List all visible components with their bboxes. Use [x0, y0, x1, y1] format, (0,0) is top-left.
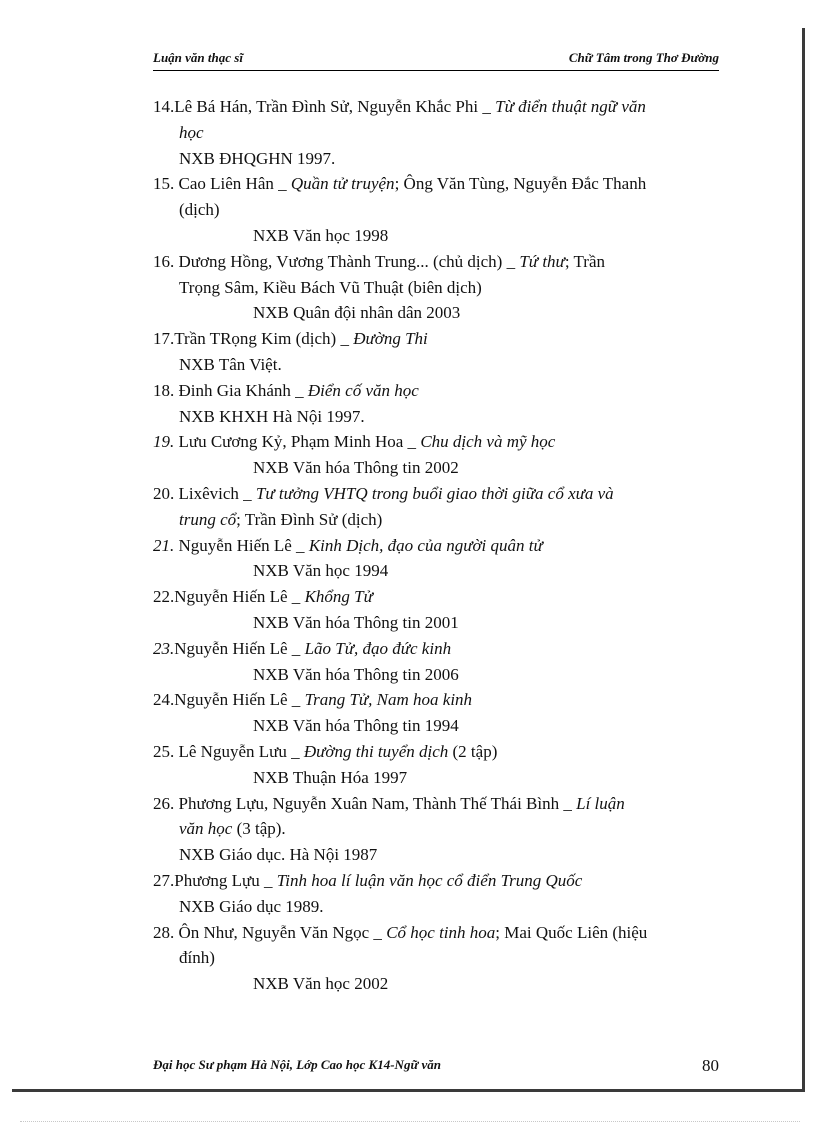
entry-authors: Lưu Cương Kỷ, Phạm Minh Hoa _ [174, 432, 421, 452]
reference-entry [153, 584, 719, 636]
entry-editors: ; Mai Quốc Liên (hiệu [495, 922, 648, 942]
entry-authors: Nguyễn Hiến Lê _ [174, 690, 305, 710]
entry-number: 15. [153, 174, 179, 194]
entry-volume: (2 tập) [448, 741, 498, 761]
reference-entry [153, 687, 719, 739]
entry-authors: Lê Bá Hán, Trần Đình Sử, Nguyễn Khắc Phi _ [174, 97, 496, 116]
entry-line2: (dịch) [179, 200, 220, 220]
entry-number: 18. [153, 380, 179, 400]
entry-publisher: NXB Văn hóa Thông tin 2002 [253, 458, 459, 478]
reference-entry [153, 249, 719, 326]
page-break-line [20, 1121, 800, 1122]
entry-title: Khổng Tử [304, 587, 373, 607]
entry-number: 27. [153, 870, 175, 890]
entry-title: Kinh Dịch, đạo của người quân tử [308, 535, 543, 555]
entry-number: 26. [153, 793, 179, 813]
entry-authors: Lê Nguyễn Lưu _ [178, 741, 304, 761]
entry-authors: Nguyễn Hiến Lê _ [174, 535, 309, 555]
reference-entry [153, 326, 719, 378]
reference-entry [153, 791, 719, 868]
entry-number: 25. [153, 741, 179, 761]
reference-entry [153, 533, 719, 585]
entry-authors: Đinh Gia Khánh _ [178, 380, 308, 400]
entry-translators: ; Ông Văn Tùng, Nguyễn Đắc Thanh [394, 174, 647, 194]
entry-title: Trang Tử, Nam hoa kinh [304, 690, 473, 710]
entry-title: Quần tử truyện [290, 174, 395, 194]
entry-title: Chu dịch và mỹ học [420, 432, 556, 452]
entry-publisher: NXB Văn hóa Thông tin 2006 [253, 664, 459, 684]
entry-authors: Ôn Như, Nguyễn Văn Ngọc _ [178, 922, 387, 942]
page-shadow-right [802, 28, 805, 1090]
entry-publisher: NXB Quân đội nhân dân 2003 [253, 303, 461, 323]
entry-publisher: NXB Văn hóa Thông tin 1994 [253, 716, 459, 736]
entry-title: Từ điển thuật ngữ văn [495, 97, 646, 116]
entry-number: 19. [153, 432, 175, 452]
entry-title: Cổ học tinh hoa [386, 922, 496, 942]
entry-publisher: NXB ĐHQGHN 1997. [179, 148, 336, 168]
entry-number: 28. [153, 922, 179, 942]
entry-number: 16. [153, 251, 179, 271]
reference-entry [153, 429, 719, 481]
entry-title: Tứ thư [519, 251, 565, 271]
entry-title: Tinh hoa lí luận văn học cổ điển Trung Quốc [276, 870, 583, 890]
entry-publisher: NXB Giáo dục 1989. [179, 896, 324, 916]
entry-publisher: NXB Văn học 1994 [253, 561, 389, 581]
entry-number: 21. [153, 535, 175, 555]
running-header [153, 48, 719, 71]
reference-entry [153, 481, 719, 533]
entry-title: Đường Thi [353, 329, 428, 349]
entry-title: Lão Tử, đạo đức kinh [304, 638, 452, 658]
entry-title-cont: trung cổ [179, 509, 237, 529]
entry-authors: Cao Liên Hân _ [178, 174, 291, 194]
reference-entry [153, 94, 719, 171]
entry-volume: (3 tập). [232, 819, 286, 839]
reference-entry [153, 739, 719, 791]
entry-number: 20. [153, 483, 179, 503]
entry-title: Điển cố văn học [307, 380, 419, 400]
entry-authors: Dương Hồng, Vương Thành Trung... (chủ dịch) _ [178, 251, 520, 271]
entry-number: 14. [153, 97, 175, 116]
header-right: Chữ Tâm trong Thơ Đường [568, 50, 719, 65]
entry-translators: ; Trần Đình Sử (dịch) [236, 509, 383, 529]
entry-title: Lí luận [576, 793, 625, 813]
entry-publisher: NXB Văn học 1998 [253, 225, 389, 245]
entry-line2: Trọng Sâm, Kiều Bách Vũ Thuật (biên dịch) [179, 277, 482, 297]
entry-title: Đường thi tuyển dịch [303, 741, 449, 761]
entry-line2: đính) [179, 948, 215, 968]
entry-authors: Lixêvich _ [178, 483, 256, 503]
entry-number: 17. [153, 329, 175, 349]
footer-institution: Đại học Sư phạm Hà Nội, Lớp Cao học K14-Ngữ văn [153, 1057, 441, 1072]
entry-authors: Phương Lựu, Nguyễn Xuân Nam, Thành Thế Thái Bình _ [178, 793, 577, 813]
reference-list [153, 94, 719, 997]
entry-publisher: NXB Văn học 2002 [253, 974, 389, 994]
header-left: Luận văn thạc sĩ [153, 50, 243, 65]
reference-entry [153, 920, 719, 997]
page-number: 80 [702, 1056, 719, 1075]
entry-authors: Nguyễn Hiến Lê _ [174, 587, 305, 607]
entry-number: 23. [153, 638, 175, 658]
page-shadow-bottom [12, 1089, 805, 1092]
entry-publisher: NXB Giáo dục. Hà Nội 1987 [179, 845, 378, 865]
entry-number: 22. [153, 587, 175, 607]
entry-publisher: NXB Văn hóa Thông tin 2001 [253, 612, 459, 632]
entry-publisher: NXB KHXH Hà Nội 1997. [179, 406, 365, 426]
entry-publisher: NXB Tân Việt. [179, 354, 282, 374]
entry-number: 24. [153, 690, 175, 710]
reference-entry [153, 636, 719, 688]
entry-title-cont: văn học [179, 819, 233, 839]
reference-entry [153, 868, 719, 920]
entry-authors: Trần TRọng Kim (dịch) _ [174, 329, 354, 349]
entry-authors: Phương Lựu _ [174, 870, 277, 890]
entry-authors: Nguyễn Hiến Lê _ [174, 638, 305, 658]
entry-translators: ; Trần [564, 251, 605, 271]
entry-title-cont: học [179, 122, 204, 142]
reference-entry [153, 378, 719, 430]
entry-title: Tư tưởng VHTQ trong buổi giao thời giữa cổ xưa và [255, 483, 614, 503]
reference-entry [153, 171, 719, 248]
entry-publisher: NXB Thuận Hóa 1997 [253, 767, 408, 787]
